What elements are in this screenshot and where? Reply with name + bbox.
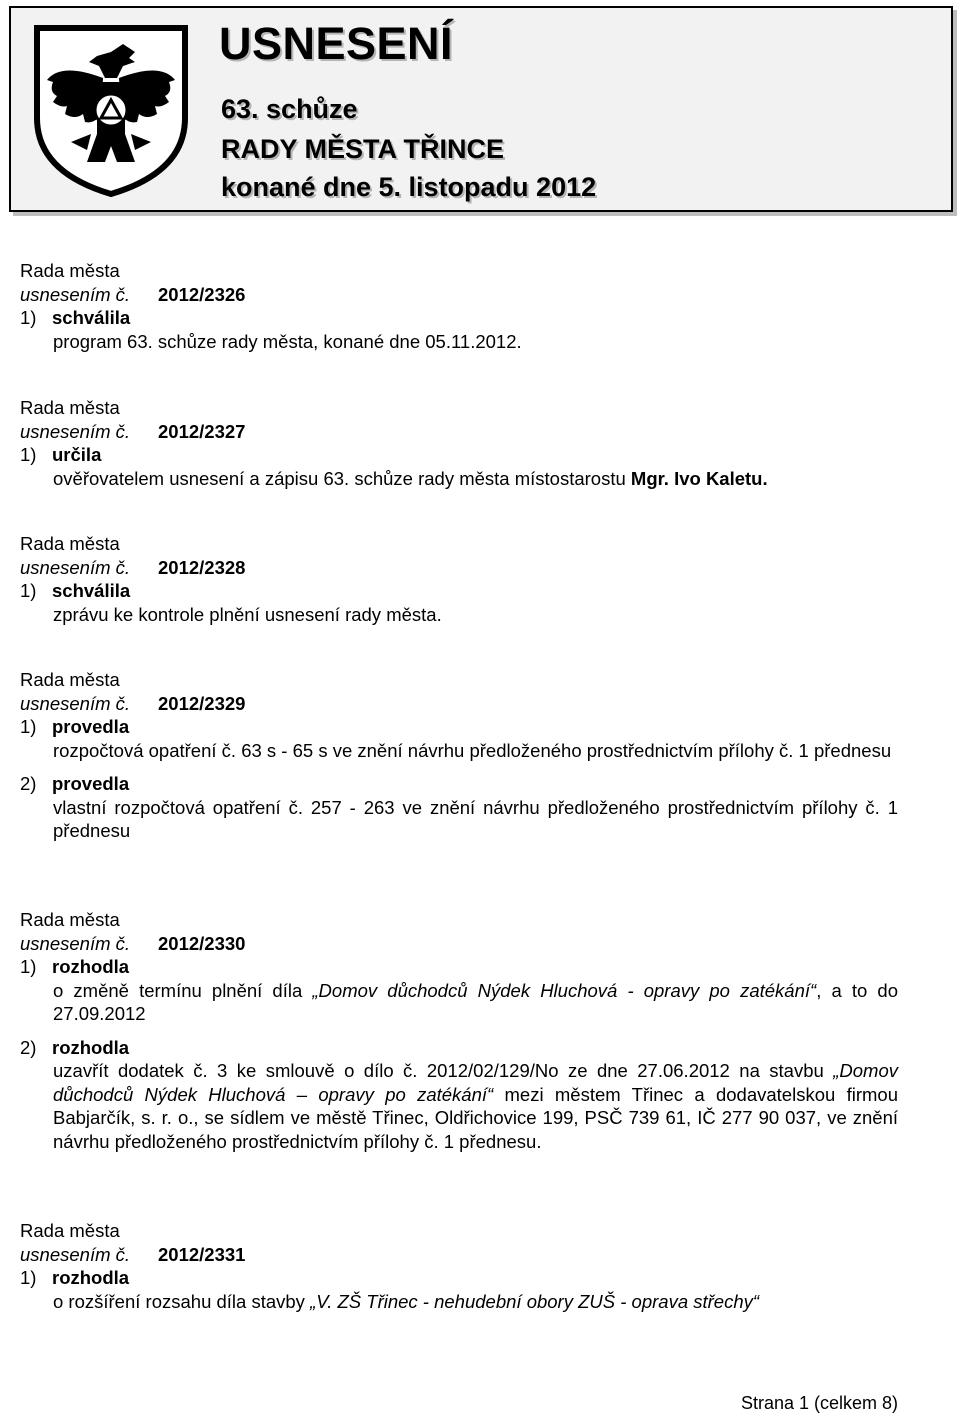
item-text-part: mezi městem Třinec a dodavatelskou firmou Babjarčík, s. r. o., se sídlem ve městě Třinec, Oldřichovice 199, PSČ 739 61, IČ 277 90 037, ve znění návrhu předloženého prostřednictvím přílohy č. 1 přednesu. (53, 1083, 898, 1152)
project-name: „Domov důchodců Nýdek Hluchová - opravy po zatékání“ (312, 979, 817, 1001)
resolution-label: usnesením č. (20, 692, 131, 714)
item-verb: rozhodla (52, 1267, 130, 1288)
item-verb: provedla (52, 716, 130, 737)
council-label: Rada města (20, 260, 120, 281)
project-name: „V. ZŠ Třinec - nehudební obory ZUŠ - oprava střechy“ (310, 1290, 760, 1312)
item-number: 2) (20, 773, 37, 794)
item-text: program 63. schůze rady města, konané dne 05.11.2012. (53, 330, 522, 352)
item-number: 1) (20, 1267, 37, 1288)
item-verb: schválila (52, 307, 131, 328)
resolution-label: usnesením č. (20, 283, 131, 305)
item-text: zprávu ke kontrole plnění usnesení rady města. (53, 603, 442, 625)
item-verb: rozhodla (52, 956, 130, 977)
resolution-block (20, 1219, 898, 1313)
item-number: 1) (20, 956, 37, 977)
resolution-number: 2012/2331 (158, 1243, 246, 1265)
page-footer: Strana 1 (celkem 8) (740, 1393, 898, 1413)
resolution-label: usnesením č. (20, 1243, 131, 1265)
item-text (53, 467, 898, 491)
item-text-part: o změně termínu plnění díla (53, 979, 313, 1001)
council-label: Rada města (20, 909, 120, 930)
council-label: Rada města (20, 533, 120, 554)
resolution-block (20, 532, 898, 626)
item-number: 1) (20, 716, 37, 737)
meeting-number: 63. schůze (221, 94, 358, 124)
item-text (53, 1290, 898, 1314)
resolution-label: usnesením č. (20, 420, 131, 442)
item-text-part: o rozšíření rozsahu díla stavby (53, 1290, 311, 1312)
item-number: 1) (20, 444, 37, 465)
item-text-part: , a to do 27.09.2012 (53, 979, 898, 1024)
document-title: USNESENÍ (219, 18, 454, 69)
item-text (53, 1059, 898, 1153)
council-label: Rada města (20, 1220, 120, 1241)
resolution-label: usnesením č. (20, 556, 131, 578)
resolution-number: 2012/2329 (158, 692, 246, 714)
item-number: 2) (20, 1036, 37, 1058)
item-verb: určila (52, 444, 102, 465)
item-verb: provedla (52, 773, 130, 794)
resolution-number: 2012/2326 (158, 283, 246, 305)
item-number: 1) (20, 580, 37, 601)
item-text: vlastní rozpočtová opatření č. 257 - 263 ve znění návrhu předloženého prostřednictvím přílohy č. 1 přednesu (53, 796, 898, 841)
resolution-block (20, 668, 898, 843)
item-text-part: ověřovatelem usnesení a zápisu 63. schůze rady města místostarostu (53, 467, 631, 489)
resolution-label: usnesením č. (20, 932, 131, 954)
meeting-date: konané dne 5. listopadu 2012 (221, 172, 597, 202)
item-text (53, 979, 898, 1026)
resolution-block (20, 396, 898, 490)
resolution-block (20, 908, 898, 1153)
header-box (9, 6, 953, 212)
city-crest-icon (31, 22, 191, 197)
item-number: 1) (20, 307, 37, 328)
resolution-number: 2012/2327 (158, 420, 246, 442)
item-text-part: uzavřít dodatek č. 3 ke smlouvě o dílo č. 2012/02/129/No ze dne 27.06.2012 na stavbu (53, 1060, 834, 1081)
item-verb: rozhodla (52, 1036, 130, 1058)
verifier-name: Mgr. Ivo Kaletu. (630, 467, 768, 489)
item-text: rozpočtová opatření č. 63 s - 65 s ve znění návrhu předloženého prostřednictvím přílohy č. 1 přednesu (53, 739, 892, 761)
resolution-number: 2012/2328 (158, 556, 246, 578)
resolution-number: 2012/2330 (158, 932, 246, 954)
council-label: Rada města (20, 669, 120, 690)
council-name: RADY MĚSTA TŘINCE (221, 134, 505, 164)
project-name: „Domov důchodců Nýdek Hluchová – opravy po zatékání“ (53, 1060, 898, 1105)
council-label: Rada města (20, 397, 120, 418)
item-verb: schválila (52, 580, 131, 601)
resolution-block (20, 259, 898, 353)
